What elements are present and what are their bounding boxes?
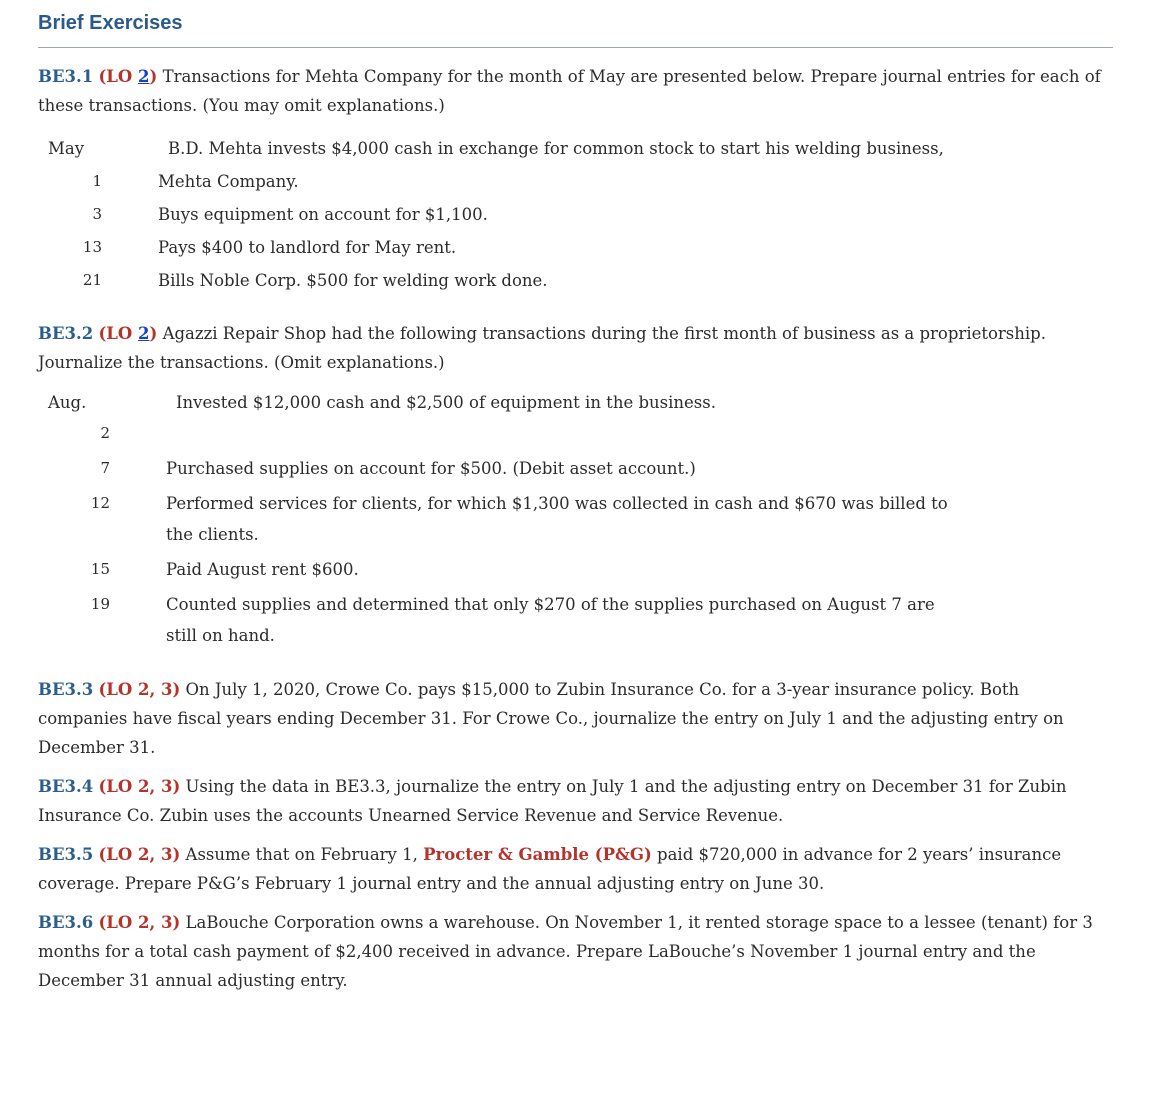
transaction-text: Mehta Company. xyxy=(158,172,299,191)
exercise-text: Agazzi Repair Shop had the following transactions during the first month of business as a proprietorship. Journalize the transactions. (Omit explanations.) xyxy=(38,324,1046,372)
transaction-text: still on hand. xyxy=(166,626,275,645)
transaction-row xyxy=(38,589,1113,620)
exercise-be3-1 xyxy=(38,62,1113,120)
transaction-row xyxy=(38,453,1113,484)
transaction-row xyxy=(38,165,1113,198)
exercise-be3-3 xyxy=(38,675,1113,762)
transaction-text: the clients. xyxy=(166,525,259,544)
exercise-text: paid $720,000 in advance for 2 years’ insurance coverage. Prepare P&G’s February 1 journal entry and the annual adjusting entry on June 30. xyxy=(38,845,1062,893)
exercise-prompt xyxy=(38,772,1113,830)
transaction-row xyxy=(38,418,1113,449)
transaction-text: Performed services for clients, for which $1,300 was collected in cash and $670 was billed to xyxy=(166,494,948,513)
transaction-day: 21 xyxy=(82,271,102,289)
transaction-row xyxy=(38,519,1113,550)
learning-objective: (LO 2, 3) xyxy=(98,913,181,932)
transaction-row xyxy=(38,231,1113,264)
transaction-text: Buys equipment on account for $1,100. xyxy=(158,205,488,224)
transaction-text: Purchased supplies on account for $500. (Debit asset account.) xyxy=(166,459,696,478)
exercise-text: Using the data in BE3.3, journalize the entry on July 1 and the adjusting entry on December 31 for Zubin Insurance Co. Zubin uses the accounts Unearned Service Revenue and Service Revenue. xyxy=(38,777,1067,825)
transaction-day: 13 xyxy=(82,238,102,256)
company-name: Procter & Gamble (P&G) xyxy=(423,845,652,864)
exercise-be3-2 xyxy=(38,319,1113,377)
exercise-id: BE3.1 xyxy=(38,67,94,86)
transaction-row xyxy=(38,554,1113,585)
transaction-row xyxy=(38,264,1113,297)
exercise-prompt xyxy=(38,319,1113,377)
learning-objective: (LO 2) xyxy=(98,324,158,343)
exercise-id: BE3.4 xyxy=(38,777,94,796)
exercise-text: LaBouche Corporation owns a warehouse. On November 1, it rented storage space to a lessee (tenant) for 3 months for a total cash payment of $2,400 received in advance. Prepare LaBouche’s November 1 journal entry and the December 31 annual adjusting entry. xyxy=(38,913,1093,990)
exercise-id: BE3.6 xyxy=(38,913,94,932)
transaction-text: Counted supplies and determined that only $270 of the supplies purchased on August 7 are xyxy=(166,595,935,614)
transaction-row xyxy=(38,198,1113,231)
exercise-text: On July 1, 2020, Crowe Co. pays $15,000 to Zubin Insurance Co. for a 3-year insurance policy. Both companies have fiscal years ending December 31. For Crowe Co., journalize the entry on July 1 and the adjusting entry on December 31. xyxy=(38,680,1064,757)
transaction-row xyxy=(38,132,1113,165)
exercise-be3-6 xyxy=(38,908,1113,995)
exercise-prompt xyxy=(38,840,1113,898)
transaction-text: Pays $400 to landlord for May rent. xyxy=(158,238,457,257)
transaction-day: 2 xyxy=(100,424,110,442)
transaction-day: 12 xyxy=(90,494,110,512)
exercise-be3-5 xyxy=(38,840,1113,898)
month-label: Aug. xyxy=(48,393,87,412)
transaction-text: B.D. Mehta invests $4,000 cash in exchange for common stock to start his welding business, xyxy=(168,139,944,158)
exercise-text: Assume that on February 1, xyxy=(185,845,418,864)
page xyxy=(38,0,1113,995)
learning-objective: (LO 2) xyxy=(98,67,158,86)
exercise-id: BE3.2 xyxy=(38,324,94,343)
learning-objective: (LO 2, 3) xyxy=(98,777,181,796)
learning-objective: (LO 2, 3) xyxy=(98,845,181,864)
exercise-prompt xyxy=(38,675,1113,762)
section-title: Brief Exercises xyxy=(38,12,1113,48)
transaction-day: 7 xyxy=(100,459,110,477)
exercise-id: BE3.3 xyxy=(38,680,94,699)
exercise-prompt xyxy=(38,908,1113,995)
exercise-prompt xyxy=(38,62,1113,120)
exercise-id: BE3.5 xyxy=(38,845,94,864)
transaction-row xyxy=(38,387,1113,418)
transaction-text: Invested $12,000 cash and $2,500 of equipment in the business. xyxy=(176,393,716,412)
transaction-row xyxy=(38,488,1113,519)
exercise-be3-4 xyxy=(38,772,1113,830)
transaction-day: 19 xyxy=(90,595,110,613)
transaction-day: 15 xyxy=(90,560,110,578)
transaction-list-aug xyxy=(38,387,1113,651)
transaction-day: 1 xyxy=(92,172,102,190)
transaction-text: Paid August rent $600. xyxy=(166,560,359,579)
exercise-text: Transactions for Mehta Company for the month of May are presented below. Prepare journal entries for each of these transactions. (You may omit explanations.) xyxy=(38,67,1101,115)
month-label: May xyxy=(48,139,85,158)
transaction-row xyxy=(38,620,1113,651)
learning-objective: (LO 2, 3) xyxy=(98,680,181,699)
transaction-list-may xyxy=(38,132,1113,297)
transaction-text: Bills Noble Corp. $500 for welding work done. xyxy=(158,271,548,290)
transaction-day: 3 xyxy=(92,205,102,223)
